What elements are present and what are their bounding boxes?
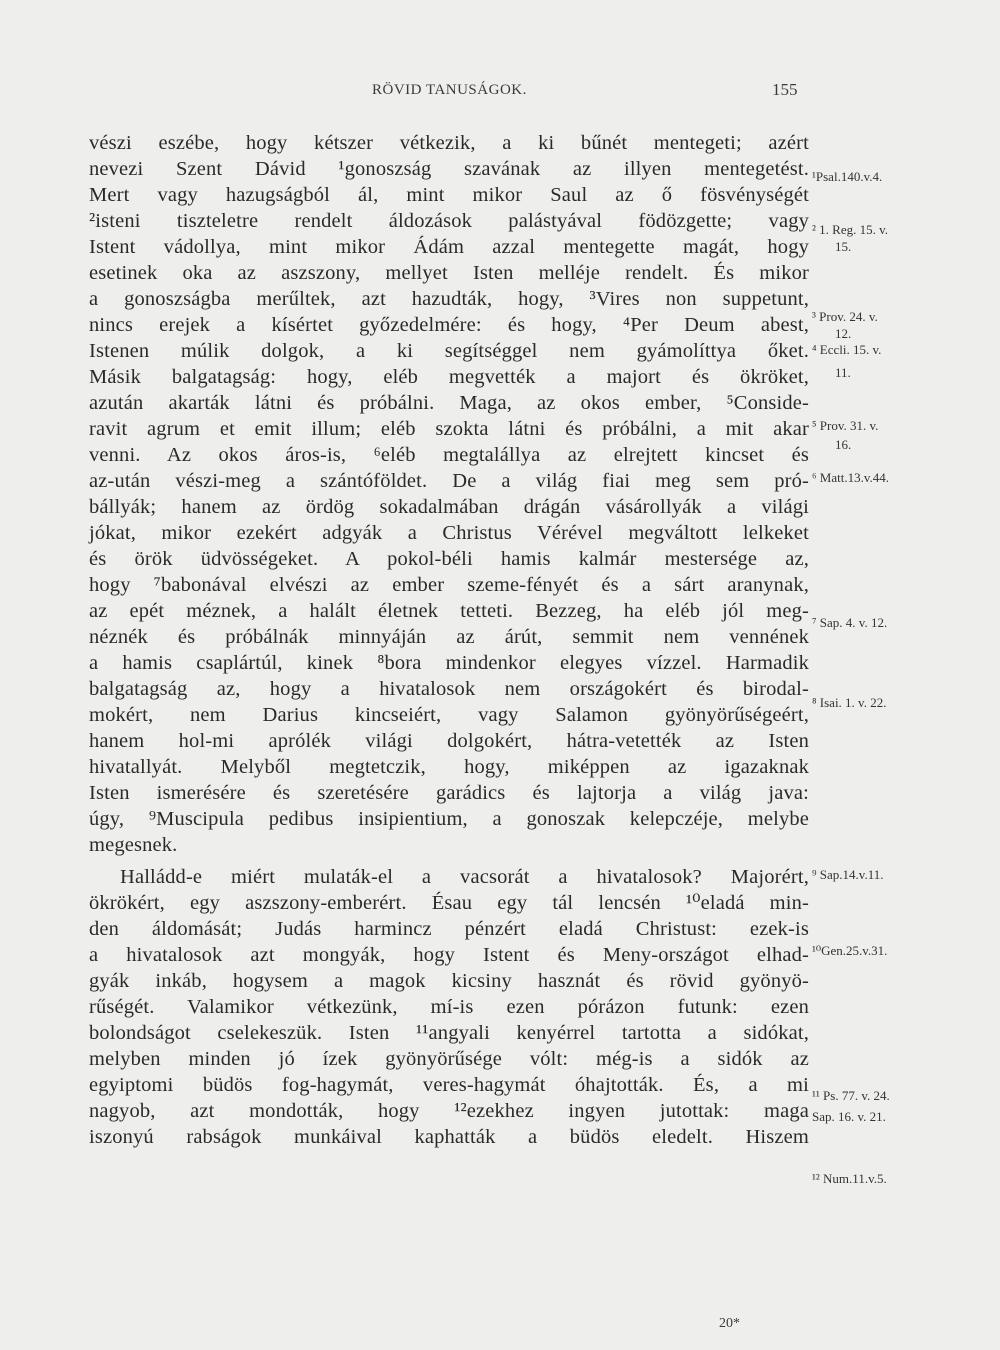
- margin-note: 11.: [835, 365, 851, 380]
- text-line: egyiptomi büdös fog-hagymát, veres-hagymát óhajtották. És, a mi: [89, 1074, 809, 1096]
- text-line: megesnek.: [89, 834, 178, 856]
- text-line: gyák inkáb, hogysem a magok kicsiny hasznát és rövid gyönyö-: [89, 970, 809, 992]
- margin-note: Sap. 16. v. 21.: [812, 1109, 886, 1124]
- margin-note: ³ Prov. 24. v.: [812, 309, 878, 324]
- text-line: az epét méznek, a halált életnek tetteti. Bezzeg, ha eléb jól meg-: [89, 600, 809, 622]
- text-line: ökrökért, egy aszszony-emberért. Ésau egy tál lencsén ¹⁰eladá min-: [89, 892, 809, 914]
- margin-note: ² 1. Reg. 15. v.: [812, 222, 888, 237]
- text-line: ²isteni tiszteletre rendelt áldozások palástyával födözgette; vagy: [89, 210, 809, 232]
- margin-note: ⁹ Sap.14.v.11.: [812, 867, 884, 882]
- text-line: Mert vagy hazugságból ál, mint mikor Saul az ő fösvénységét: [89, 184, 809, 206]
- margin-note: ¹⁰Gen.25.v.31.: [812, 943, 888, 958]
- margin-note: ⁸ Isai. 1. v. 22.: [812, 695, 887, 710]
- page-header: [0, 80, 1000, 110]
- text-line: és örök üdvösségeket. A pokol-béli hamis kalmár mestersége az,: [89, 548, 809, 570]
- text-line: den áldomását; Judás harmincz pénzért eladá Christust: ezek-is: [89, 918, 809, 940]
- text-line: nincs erejek a kísértet győzedelmére: és hogy, ⁴Per Deum abest,: [89, 314, 809, 336]
- margin-note: ⁵ Prov. 31. v.: [812, 418, 879, 433]
- text-line: Istenen múlik dolgok, a ki segítséggel nem gyámolíttya őket.: [89, 340, 809, 362]
- text-line: bolondságot cselekeszük. Isten ¹¹angyali kenyérrel tartotta a sidókat,: [89, 1022, 809, 1044]
- margin-note: ¹² Num.11.v.5.: [812, 1171, 887, 1186]
- text-line: hogy ⁷babonával elvészi az ember szeme-fényét és a sárt aranynak,: [89, 574, 809, 596]
- text-line: mokért, nem Darius kincseiért, vagy Salamon gyönyörűségeért,: [89, 704, 809, 726]
- text-line: rűségét. Valamikor vétkezünk, mí-is ezen pórázon futunk: ezen: [89, 996, 809, 1018]
- text-line: az-után vészi-meg a szántóföldet. De a világ fiai meg sem pró-: [89, 470, 809, 492]
- text-line: Másik balgatagság: hogy, eléb megvették a majort és ökröket,: [89, 366, 809, 388]
- text-line: a hamis csaplártúl, kinek ⁸bora mindenkor elegyes vízzel. Harmadik: [89, 652, 809, 674]
- margin-note: ⁷ Sap. 4. v. 12.: [812, 615, 888, 630]
- text-line: iszonyú rabságok munkáival kaphatták a büdös eledelt. Hiszem: [89, 1126, 809, 1148]
- text-line: nevezi Szent Dávid ¹gonoszság szavának az illyen mentegetést.: [89, 158, 809, 180]
- text-line: venni. Az okos áros-is, ⁶eléb megtalállya az elrejtett kincset és: [89, 444, 809, 466]
- text-line: bállyák; hanem az ördög sokadalmában drágán vásárollyák a világi: [89, 496, 809, 518]
- text-line: hivatallyát. Melyből megtetczik, hogy, miképpen az igazaknak: [89, 756, 809, 778]
- text-line: Isten ismerésére és szeretésére garádics és lajtorja a világ java:: [89, 782, 809, 804]
- margin-note: 12.: [835, 326, 852, 341]
- margin-note: ¹¹ Ps. 77. v. 24.: [812, 1088, 890, 1103]
- page-number: 155: [772, 80, 798, 99]
- text-line: balgatagság az, hogy a hivatalosok nem országokért és birodal-: [89, 678, 809, 700]
- text-line: a hivatalosok azt mongyák, hogy Istent és Meny-országot elhad-: [89, 944, 809, 966]
- text-line: ravit agrum et emit illum; eléb szokta látni és próbálni, a mit akar: [89, 418, 809, 440]
- signature-mark: 20*: [719, 1316, 740, 1331]
- text-line: vészi eszébe, hogy kétszer vétkezik, a ki bűnét mentegeti; azért: [89, 132, 809, 154]
- text-line: Halládd-e miért mulaták-el a vacsorát a hivatalosok? Majorért,: [120, 866, 809, 888]
- text-line: néznék és próbálnák minnyáján az árút, semmit nem vennének: [89, 626, 809, 648]
- text-line: esetinek oka az aszszony, mellyet Isten melléje rendelt. És mikor: [89, 262, 809, 284]
- text-line: Istent vádollya, mint mikor Ádám azzal mentegette magát, hogy: [89, 236, 809, 258]
- text-line: a gonoszságba merűltek, azt hazudták, hogy, ³Vires non suppetunt,: [89, 288, 809, 310]
- margin-note: ¹Psal.140.v.4.: [812, 169, 883, 184]
- text-line: melyben minden jó ízek gyönyörűsége vólt: még-is a sidók az: [89, 1048, 809, 1070]
- text-line: nagyob, azt mondották, hogy ¹²ezekhez ingyen jutottak: maga: [89, 1100, 809, 1122]
- margin-note: ⁶ Matt.13.v.44.: [812, 470, 889, 485]
- text-line: úgy, ⁹Muscipula pedibus insipientium, a gonoszak kelepczéje, melybe: [89, 808, 809, 830]
- margin-note: 15.: [835, 239, 852, 254]
- text-line: jókat, mikor ezekért adgyák a Christus Vérével megváltott lelkeket: [89, 522, 809, 544]
- margin-note: 16.: [835, 437, 852, 452]
- running-head: RÖVID TANUSÁGOK.: [372, 82, 527, 98]
- text-line: azután akarták látni és próbálni. Maga, az okos ember, ⁵Conside-: [89, 392, 809, 414]
- text-line: hanem hol-mi aprólék világi dolgokért, hátra-vetették az Isten: [89, 730, 809, 752]
- margin-note: ⁴ Eccli. 15. v.: [812, 342, 882, 357]
